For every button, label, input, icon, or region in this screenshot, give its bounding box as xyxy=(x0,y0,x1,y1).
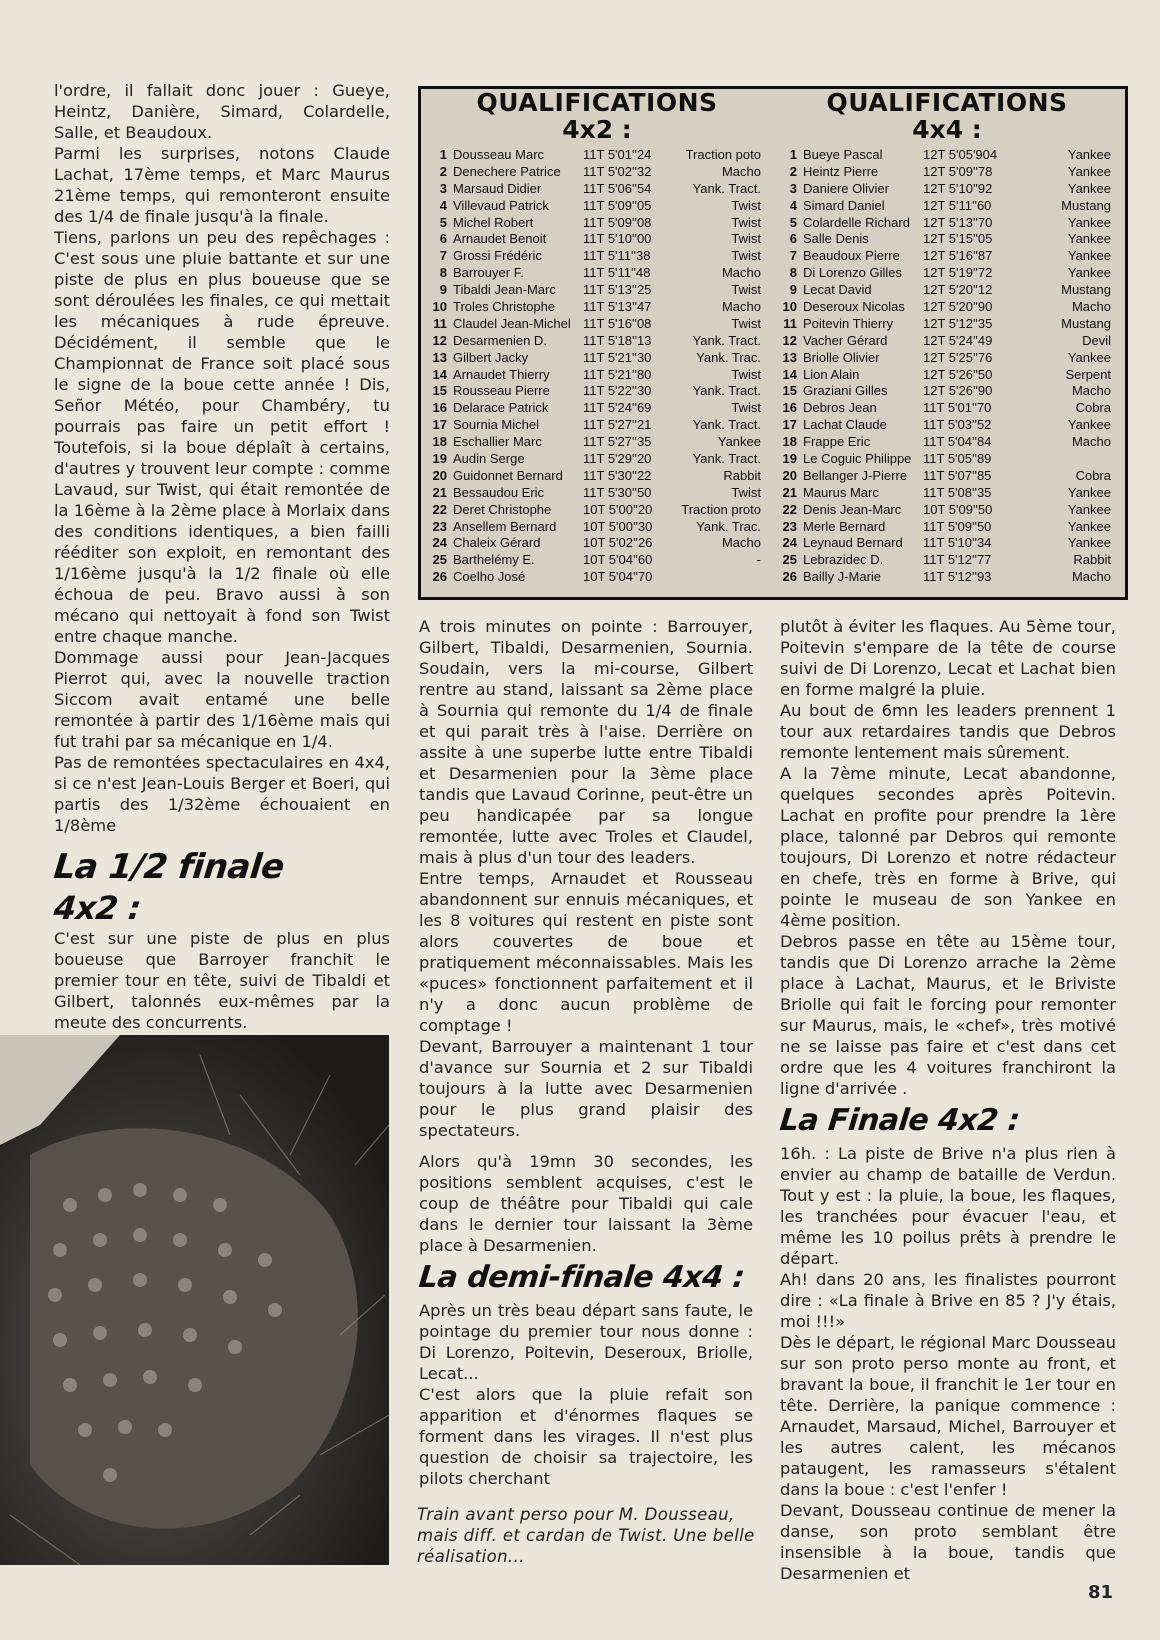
table-row xyxy=(777,535,1117,552)
middle-column xyxy=(419,616,753,1489)
table-subtitle: 4x4 : xyxy=(912,115,982,144)
car-cell: Yank. Trac. xyxy=(696,349,761,365)
table-row xyxy=(777,485,1117,502)
car-cell: Yankee xyxy=(1067,518,1111,534)
car-cell: Yankee xyxy=(1067,231,1111,247)
time-cell: 11T 5'11''48 xyxy=(583,265,651,281)
driver-name-cell: Maurus Marc xyxy=(803,484,879,500)
table-row xyxy=(777,350,1117,367)
driver-name-cell: Eschallier Marc xyxy=(453,434,542,450)
table-row xyxy=(777,569,1117,586)
rank-cell: 7 xyxy=(789,248,797,264)
car-cell: Yank. Tract. xyxy=(692,451,761,467)
table-row xyxy=(777,215,1117,232)
rank-cell: 20 xyxy=(782,467,797,483)
table-row xyxy=(777,248,1117,265)
car-cell: Yank. Tract. xyxy=(692,383,761,399)
driver-name-cell: Briolle Olivier xyxy=(803,349,880,365)
driver-name-cell: Ansellem Bernard xyxy=(453,518,557,534)
table-row xyxy=(427,519,767,536)
rank-cell: 4 xyxy=(439,197,447,213)
driver-name-cell: Grossi Frédéric xyxy=(453,248,542,264)
driver-name-cell: Graziani Gilles xyxy=(803,383,888,399)
driver-name-cell: Poitevin Thierry xyxy=(803,315,894,331)
driver-name-cell: Denis Jean-Marc xyxy=(803,501,902,517)
table-row xyxy=(777,265,1117,282)
rank-cell: 1 xyxy=(439,147,447,162)
time-cell: 10T 5'09''50 xyxy=(923,501,993,517)
rank-cell: 24 xyxy=(432,535,447,551)
table-row xyxy=(777,367,1117,384)
car-cell: Yankee xyxy=(1067,535,1111,551)
car-cell: Yankee xyxy=(717,434,761,450)
table-row xyxy=(777,147,1117,164)
time-cell: 11T 5'11''38 xyxy=(583,248,651,264)
time-cell: 11T 5'02''32 xyxy=(583,163,652,179)
page-number: 81 xyxy=(1088,1582,1114,1603)
paragraph: Après un très beau départ sans faute, le pointage du premier tour nous donne : Di Lorenzo, Poitevin, Deseroux, Briolle, Lecat... xyxy=(419,1301,753,1383)
car-cell: Yankee xyxy=(1067,484,1111,500)
table-row xyxy=(777,333,1117,350)
table-row xyxy=(427,535,767,552)
time-cell: 11T 5'29''20 xyxy=(583,451,652,467)
time-cell: 11T 5'18''13 xyxy=(583,332,652,348)
rank-cell: 24 xyxy=(782,535,797,551)
time-cell: 12T 5'11''60 xyxy=(923,197,992,213)
table-row xyxy=(427,231,767,248)
table-row xyxy=(427,350,767,367)
rank-cell: 17 xyxy=(432,417,447,433)
driver-name-cell: Troles Christophe xyxy=(453,299,556,315)
driver-name-cell: Chaleix Gérard xyxy=(453,535,541,551)
table-row xyxy=(777,383,1117,400)
car-cell: Twist xyxy=(731,197,761,213)
table-row xyxy=(777,417,1117,434)
table-row xyxy=(777,400,1117,417)
car-cell: Twist xyxy=(731,315,761,331)
car-cell: Yankee xyxy=(1067,147,1111,162)
driver-name-cell: Lachat Claude xyxy=(803,417,887,433)
rank-cell: 21 xyxy=(782,484,797,500)
driver-name-cell: Frappe Eric xyxy=(803,434,871,450)
table-row xyxy=(427,181,767,198)
time-cell: 11T 5'09''05 xyxy=(583,197,652,213)
time-cell: 12T 5'25''76 xyxy=(923,349,993,365)
driver-name-cell: Bellanger J-Pierre xyxy=(803,467,908,483)
time-cell: 11T 5'21''80 xyxy=(583,366,652,382)
rank-cell: 9 xyxy=(439,282,447,298)
paragraph: plutôt à éviter les flaques. Au 5ème tour, Poitevin s'empare de la tête de course suivi de Di Lorenzo, Lecat et Lachat bien en forme malgré la pluie. xyxy=(780,617,1116,699)
right-column xyxy=(780,616,1116,1584)
driver-name-cell: Lion Alain xyxy=(803,366,860,382)
car-cell: Yankee xyxy=(1067,248,1111,264)
car-cell: Rabbit xyxy=(723,467,761,483)
photo-caption: Train avant perso pour M. Dousseau, mais diff. et cardan de Twist. Une belle réalisation... xyxy=(417,1505,755,1566)
rank-cell: 11 xyxy=(783,315,797,331)
rank-cell: 11 xyxy=(433,315,447,331)
rank-cell: 8 xyxy=(789,265,797,281)
driver-name-cell: Deseroux Nicolas xyxy=(803,299,905,315)
photo-illustration xyxy=(0,1035,389,1565)
driver-name-cell: Gilbert Jacky xyxy=(453,349,529,365)
paragraph: C'est alors que la pluie refait son apparition et d'énormes flaques se forment dans les virages. Il n'est plus question de choisir sa trajectoire, les pilots cherchant xyxy=(419,1385,753,1488)
car-cell: Macho xyxy=(1071,383,1111,399)
time-cell: 12T 5'12''35 xyxy=(923,315,993,331)
car-cell: Mustang xyxy=(1061,197,1111,213)
table-row xyxy=(427,569,767,586)
table-row xyxy=(777,434,1117,451)
table-title: QUALIFICATIONS xyxy=(476,88,718,117)
table-row xyxy=(777,468,1117,485)
qualifications-4x4-table xyxy=(777,89,1117,586)
heading-demi-finale-4x4: La demi-finale 4x4 : xyxy=(417,1260,747,1295)
rank-cell: 19 xyxy=(432,451,447,467)
car-cell: Macho xyxy=(1071,434,1111,450)
car-cell: Macho xyxy=(721,535,761,551)
paragraph: Devant, Barrouyer a maintenant 1 tour d'avance sur Sournia et 2 sur Tibaldi toujours à la lutte avec Desarmenien pour le plus grand plaisir des spectateurs. xyxy=(419,1037,753,1140)
car-cell: Twist xyxy=(731,400,761,416)
table-row xyxy=(427,552,767,569)
table-row xyxy=(427,147,767,164)
driver-name-cell: Beaudoux Pierre xyxy=(803,248,900,264)
time-cell: 11T 5'01''70 xyxy=(923,400,992,416)
qualifications-4x2-table xyxy=(427,89,767,586)
rank-cell: 6 xyxy=(789,231,797,247)
rank-cell: 25 xyxy=(782,552,797,568)
qualifications-box xyxy=(418,86,1128,600)
heading-half-final: La 1/2 finale xyxy=(51,847,286,887)
rank-cell: 16 xyxy=(782,400,797,416)
driver-name-cell: Michel Robert xyxy=(453,214,534,230)
time-cell: 12T 5'16''87 xyxy=(923,248,993,264)
time-cell: 12T 5'13''70 xyxy=(923,214,993,230)
rank-cell: 17 xyxy=(782,417,797,433)
paragraph: Dommage aussi pour Jean-Jacques Pierrot qui, avec la nouvelle traction Siccom avait entamé une belle remontée à partir des 1/16ème mais qui fut trahi par sa mécanique en 1/4. xyxy=(54,648,390,751)
driver-name-cell: Denechere Patrice xyxy=(453,163,561,179)
car-cell: Yankee xyxy=(1067,349,1111,365)
driver-name-cell: Bueye Pascal xyxy=(803,147,883,162)
driver-name-cell: Rousseau Pierre xyxy=(453,383,550,399)
rank-cell: 14 xyxy=(432,366,447,382)
rank-cell: 13 xyxy=(782,349,797,365)
driver-name-cell: Tibaldi Jean-Marc xyxy=(453,282,556,298)
time-cell: 11T 5'09''50 xyxy=(923,518,992,534)
time-cell: 12T 5'10''92 xyxy=(923,180,993,196)
time-cell: 11T 5'12''77 xyxy=(923,552,992,568)
rank-cell: 22 xyxy=(432,501,447,517)
table-row xyxy=(427,502,767,519)
table-row xyxy=(777,502,1117,519)
car-cell: Twist xyxy=(731,484,761,500)
photo-car-tire xyxy=(0,1035,389,1565)
table-row xyxy=(777,198,1117,215)
car-cell: Twist xyxy=(731,214,761,230)
driver-name-cell: Salle Denis xyxy=(803,231,869,247)
rank-cell: 25 xyxy=(432,552,447,568)
car-cell: Traction proto xyxy=(681,501,761,517)
driver-name-cell: Di Lorenzo Gilles xyxy=(803,265,902,281)
driver-name-cell: Vacher Gérard xyxy=(803,332,888,348)
paragraph: C'est sur une piste de plus en plus boueuse que Barroyer franchit le premier tour en tête, suivi de Tibaldi et Gilbert, talonnés eux-mêmes par la meute des concurrents. xyxy=(54,929,390,1032)
table-row xyxy=(427,164,767,181)
time-cell: 12T 5'19''72 xyxy=(923,265,993,281)
rank-cell: 10 xyxy=(782,299,797,315)
paragraph: Dès le départ, le régional Marc Dousseau sur son proto perso monte au front, et bravant la boue, il franchit le 1er tour en tête. Derrière, la panique commence : Arnaudet, Marsaud, Michel, Barrouyer et les autres calent, les mécanos pataugent, les ramasseurs s'étalent dans la boue : c'est l'enfer ! xyxy=(780,1333,1116,1499)
time-cell: 11T 5'10''00 xyxy=(583,231,652,247)
rank-cell: 18 xyxy=(432,434,447,450)
paragraph: Alors qu'à 19mn 30 secondes, les positions semblent acquises, c'est le coup de théâtre pour Tibaldi qui cale dans le dernier tour laissant la 3ème place à Desarmenien. xyxy=(419,1152,753,1255)
car-cell: Yankee xyxy=(1067,163,1111,179)
rank-cell: 10 xyxy=(432,299,447,315)
driver-name-cell: Sournia Michel xyxy=(453,417,539,433)
driver-name-cell: Simard Daniel xyxy=(803,197,885,213)
time-cell: 11T 5'30''22 xyxy=(583,467,652,483)
table-row xyxy=(427,468,767,485)
table-row xyxy=(777,552,1117,569)
car-cell: Twist xyxy=(731,366,761,382)
table-row xyxy=(427,485,767,502)
driver-name-cell: Debros Jean xyxy=(803,400,877,416)
rank-cell: 8 xyxy=(439,265,447,281)
rank-cell: 3 xyxy=(789,180,797,196)
car-cell: - xyxy=(756,552,761,568)
time-cell: 11T 5'21''30 xyxy=(583,349,652,365)
paragraph: A trois minutes on pointe : Barrouyer, Gilbert, Tibaldi, Desarmenien, Sournia. Soudain, vers la mi-course, Gilbert rentre au stand, laissant sa 2ème place à Sournia qui remonte du 1/4 de finale et qui parait très à l'aise. Derrière on assite à une superbe lutte entre Tibaldi et Desarmenien pour la 3ème place tandis que Lavaud Corinne, peut-être un peu handicapée par sa longue remontée, lutte avec Troles et Claudel, mais à plus d'un tour des leaders. xyxy=(419,617,753,867)
left-column xyxy=(51,80,390,1033)
time-cell: 10T 5'02''26 xyxy=(583,535,653,551)
time-cell: 11T 5'30''50 xyxy=(583,484,652,500)
time-cell: 11T 5'10''34 xyxy=(923,535,992,551)
heading-4x2: 4x2 : xyxy=(52,889,143,927)
time-cell: 12T 5'24''49 xyxy=(923,332,993,348)
paragraph: Parmi les surprises, notons Claude Lachat, 17ème temps, et Marc Maurus 21ème temps, qui remonteront ensuite des 1/4 de finale jusqu'à la finale. xyxy=(54,144,390,226)
rank-cell: 2 xyxy=(439,163,447,179)
car-cell: Yank. Tract. xyxy=(692,332,761,348)
table-row xyxy=(427,400,767,417)
table-row xyxy=(427,367,767,384)
time-cell: 11T 5'12''93 xyxy=(923,569,992,585)
time-cell: 11T 5'01''24 xyxy=(583,147,652,162)
rank-cell: 22 xyxy=(782,501,797,517)
driver-name-cell: Arnaudet Thierry xyxy=(453,366,550,382)
car-cell: Yank. Tract. xyxy=(692,417,761,433)
rank-cell: 18 xyxy=(782,434,797,450)
car-cell: Macho xyxy=(721,163,761,179)
rank-cell: 15 xyxy=(782,383,797,399)
table-row xyxy=(777,451,1117,468)
time-cell: 10T 5'04''70 xyxy=(583,569,653,585)
table-row xyxy=(427,434,767,451)
paragraph: Debros passe en tête au 15ème tour, tandis que Di Lorenzo arrache la 2ème place à Lachat, Maurus, et le Briviste Briolle qui fait le forcing pour remonter sur Maurus, mais, le «chef», très motivé ne se laisse pas faire et c'est dans cet ordre que les 4 voitures franchiront la ligne d'arrivée . xyxy=(780,932,1116,1098)
car-cell: Traction poto xyxy=(685,147,761,162)
table-row xyxy=(777,316,1117,333)
table-row xyxy=(427,299,767,316)
driver-name-cell: Lebrazidec D. xyxy=(803,552,884,568)
paragraph: A la 7ème minute, Lecat abandonne, quelques secondes après Poitevin. Lachat en profite pour prendre la 1ère place, talonné par Debros qui remonte toujours, Di Lorenzo et notre rédacteur en chefe, très en forme à Brive, qui pointe le museau de son Yankee en 4ème position. xyxy=(780,764,1116,930)
rank-cell: 20 xyxy=(432,467,447,483)
driver-name-cell: Guidonnet Bernard xyxy=(453,467,563,483)
car-cell: Twist xyxy=(731,231,761,247)
table-title: QUALIFICATIONS xyxy=(826,88,1068,117)
table-rows xyxy=(427,147,767,586)
rank-cell: 13 xyxy=(432,349,447,365)
driver-name-cell: Barthelémy E. xyxy=(453,552,535,568)
car-cell: Mustang xyxy=(1061,315,1111,331)
time-cell: 11T 5'06''54 xyxy=(583,180,652,196)
table-rows xyxy=(777,147,1117,586)
car-cell: Macho xyxy=(721,265,761,281)
rank-cell: 3 xyxy=(439,180,447,196)
time-cell: 11T 5'05''89 xyxy=(923,451,992,467)
car-cell: Yank. Trac. xyxy=(696,518,761,534)
time-cell: 11T 5'03''52 xyxy=(923,417,992,433)
time-cell: 12T 5'26''90 xyxy=(923,383,993,399)
table-row xyxy=(777,519,1117,536)
car-cell: Yankee xyxy=(1067,417,1111,433)
table-row xyxy=(427,316,767,333)
car-cell: Rabbit xyxy=(1073,552,1111,568)
car-cell: Yankee xyxy=(1067,265,1111,281)
paragraph: l'ordre, il fallait donc jouer : Gueye, Heintz, Danière, Simard, Colardelle, Salle, et Beaudoux. xyxy=(54,81,390,142)
table-row xyxy=(427,265,767,282)
rank-cell: 9 xyxy=(789,282,797,298)
table-row xyxy=(427,198,767,215)
time-cell: 11T 5'24''69 xyxy=(583,400,652,416)
time-cell: 11T 5'09''08 xyxy=(583,214,652,230)
driver-name-cell: Barrouyer F. xyxy=(453,265,524,281)
time-cell: 11T 5'27''35 xyxy=(583,434,652,450)
table-row xyxy=(427,333,767,350)
rank-cell: 26 xyxy=(432,569,447,585)
heading-finale-4x2: La Finale 4x2 : xyxy=(778,1103,1022,1138)
rank-cell: 15 xyxy=(432,383,447,399)
rank-cell: 14 xyxy=(782,366,797,382)
rank-cell: 2 xyxy=(789,163,797,179)
table-row xyxy=(777,282,1117,299)
paragraph: Tiens, parlons un peu des repêchages : C'est sous une pluie battante et sur une piste de plus en plus boueuse que se sont déroulées les finales, ce qui mettait les mécaniques à rude épreuve. Décidément, il semble que le Championnat de France soit placé sous le signe de la boue cette année ! Dis, Señor Météo, pour Chambéry, tu pourrais pas faire un petit effort ! Toutefois, si la boue déplaît à certains, d'autres y trouvent leur compte : comme Lavaud, sur Twist, qui était remontée de la 16ème à la 2ème place à Morlaix dans des conditions identiques, a bien failli rééditer son exploit, en remontant des 1/16ème jusqu'à la 1/2 finale où elle échoua de peu. Bravo aussi à son mécano qui nettoyait à fond son Twist entre chaque manche. xyxy=(54,228,390,646)
table-row xyxy=(427,282,767,299)
paragraph: Pas de remontées spectaculaires en 4x4, si ce n'est Jean-Louis Berger et Boeri, qui partis des 1/32ème échouaient en 1/8ème xyxy=(54,753,390,835)
table-row xyxy=(427,383,767,400)
time-cell: 12T 5'20''12 xyxy=(923,282,993,298)
time-cell: 11T 5'16''08 xyxy=(583,315,652,331)
driver-name-cell: Delarace Patrick xyxy=(453,400,549,416)
car-cell: Serpent xyxy=(1065,366,1111,382)
driver-name-cell: Colardelle Richard xyxy=(803,214,910,230)
driver-name-cell: Deret Christophe xyxy=(453,501,552,517)
time-cell: 11T 5'13''47 xyxy=(583,299,652,315)
car-cell: Mustang xyxy=(1061,282,1111,298)
time-cell: 11T 5'22''30 xyxy=(583,383,652,399)
table-row xyxy=(777,299,1117,316)
rank-cell: 23 xyxy=(782,518,797,534)
time-cell: 11T 5'27''21 xyxy=(583,417,652,433)
rank-cell: 19 xyxy=(782,451,797,467)
time-cell: 10T 5'00''20 xyxy=(583,501,653,517)
time-cell: 10T 5'04''60 xyxy=(583,552,653,568)
car-cell: Yankee xyxy=(1067,180,1111,196)
car-cell: Twist xyxy=(731,282,761,298)
rank-cell: 12 xyxy=(432,332,447,348)
rank-cell: 6 xyxy=(439,231,447,247)
table-row xyxy=(777,181,1117,198)
table-row xyxy=(427,248,767,265)
driver-name-cell: Lecat David xyxy=(803,282,872,298)
driver-name-cell: Coelho José xyxy=(453,569,526,585)
paragraph: Ah! dans 20 ans, les finalistes pourront dire : «La finale à Brive en 85 ? J'y étais, moi !!!» xyxy=(780,1270,1116,1331)
rank-cell: 5 xyxy=(439,214,447,230)
car-cell: Yank. Tract. xyxy=(692,180,761,196)
time-cell: 11T 5'07''85 xyxy=(923,467,992,483)
time-cell: 10T 5'00''30 xyxy=(583,518,653,534)
rank-cell: 4 xyxy=(789,197,797,213)
paragraph: Devant, Dousseau continue de mener la danse, son proto semblant être insensible à la boue, tandis que Desarmenien et xyxy=(780,1501,1116,1583)
time-cell: 12T 5'09''78 xyxy=(923,163,993,179)
paragraph: Au bout de 6mn les leaders prennent 1 tour aux retardaires tandis que Debros remonte lentement mais sûrement. xyxy=(780,701,1116,762)
driver-name-cell: Bessaudou Eric xyxy=(453,484,545,500)
rank-cell: 12 xyxy=(782,332,797,348)
time-cell: 12T 5'15''05 xyxy=(923,231,993,247)
rank-cell: 7 xyxy=(439,248,447,264)
time-cell: 11T 5'04''84 xyxy=(923,434,992,450)
driver-name-cell: Heintz Pierre xyxy=(803,163,879,179)
table-row xyxy=(777,164,1117,181)
driver-name-cell: Dousseau Marc xyxy=(453,147,545,162)
table-row xyxy=(427,215,767,232)
car-cell: Macho xyxy=(1071,569,1111,585)
table-subtitle: 4x2 : xyxy=(562,115,632,144)
table-row xyxy=(427,451,767,468)
rank-cell: 16 xyxy=(432,400,447,416)
driver-name-cell: Desarmenien D. xyxy=(453,332,547,348)
rank-cell: 23 xyxy=(432,518,447,534)
car-cell: Twist xyxy=(731,248,761,264)
time-cell: 11T 5'13''25 xyxy=(583,282,652,298)
car-cell: Yankee xyxy=(1067,214,1111,230)
driver-name-cell: Villevaud Patrick xyxy=(453,197,549,213)
time-cell: 12T 5'05'904 xyxy=(923,147,998,162)
car-cell: Macho xyxy=(721,299,761,315)
driver-name-cell: Leynaud Bernard xyxy=(803,535,903,551)
time-cell: 12T 5'20''90 xyxy=(923,299,993,315)
table-row xyxy=(427,417,767,434)
driver-name-cell: Claudel Jean-Michel xyxy=(453,315,571,331)
driver-name-cell: Daniere Olivier xyxy=(803,180,889,196)
rank-cell: 21 xyxy=(432,484,447,500)
paragraph: Entre temps, Arnaudet et Rousseau abandonnent sur ennuis mécaniques, et les 8 voitures qui restent en piste sont alors couvertes de boue et pratiquement méconnaissables. Mais les «puces» fonctionnent parfaitement et il n'y a donc aucun problème de comptage ! xyxy=(419,869,753,1035)
car-cell: Cobra xyxy=(1075,467,1111,483)
car-cell: Cobra xyxy=(1075,400,1111,416)
car-cell: Devil xyxy=(1082,332,1111,348)
driver-name-cell: Audin Serge xyxy=(453,451,525,467)
driver-name-cell: Bailly J-Marie xyxy=(803,569,882,585)
paragraph: 16h. : La piste de Brive n'a plus rien à envier au champ de bataille de Verdun. Tout y est : la pluie, la boue, les flaques, les tranchées pour évacuer l'eau, et même les 10 poilus prêts à prendre le départ. xyxy=(780,1144,1116,1268)
rank-cell: 26 xyxy=(782,569,797,585)
driver-name-cell: Le Coguic Philippe xyxy=(803,451,912,467)
driver-name-cell: Marsaud Didier xyxy=(453,180,542,196)
time-cell: 11T 5'08''35 xyxy=(923,484,992,500)
car-cell: Yankee xyxy=(1067,501,1111,517)
driver-name-cell: Arnaudet Benoit xyxy=(453,231,547,247)
table-row xyxy=(777,231,1117,248)
rank-cell: 1 xyxy=(789,147,797,162)
driver-name-cell: Merle Bernard xyxy=(803,518,886,534)
car-cell: Macho xyxy=(1071,299,1111,315)
time-cell: 12T 5'26''50 xyxy=(923,366,993,382)
rank-cell: 5 xyxy=(789,214,797,230)
